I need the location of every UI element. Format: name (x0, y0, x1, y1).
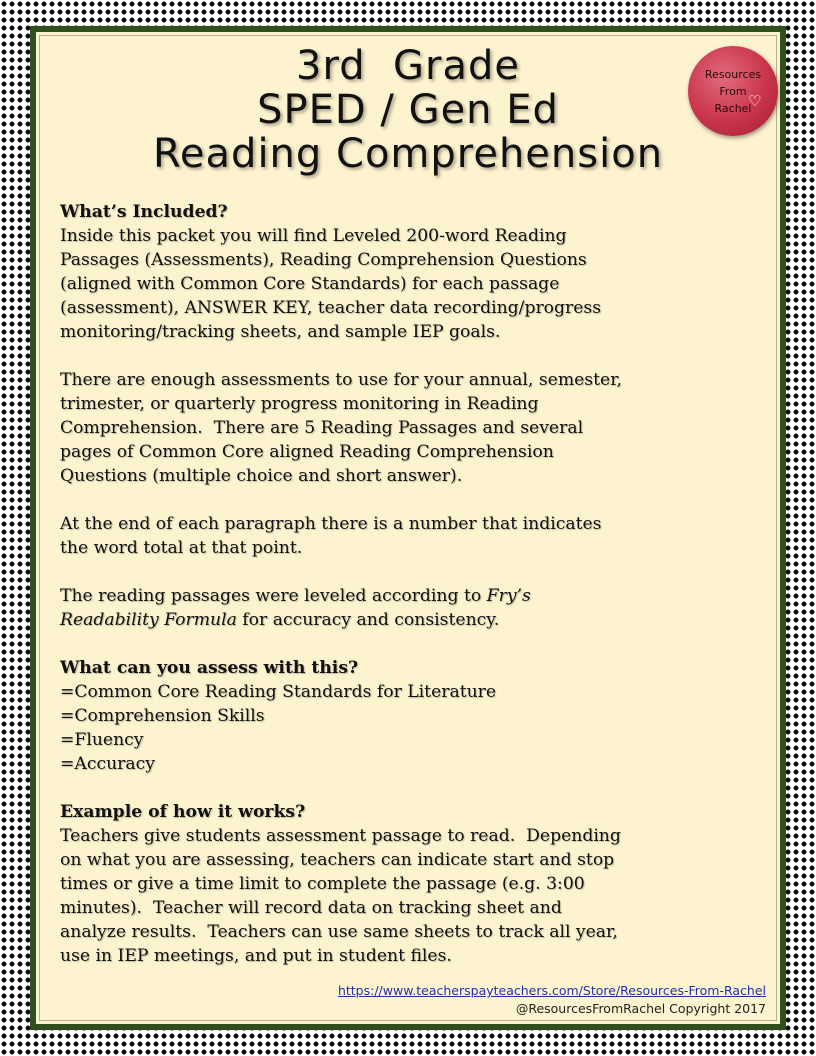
paragraph-line: on what you are assessing, teachers can indicate start and stop (60, 850, 615, 870)
paragraph-line: pages of Common Core aligned Reading Comprehension (60, 442, 554, 462)
paragraph-text: The reading passages were leveled according to (60, 586, 487, 606)
paragraph-line: use in IEP meetings, and put in student files. (60, 946, 452, 966)
title-line-3: Reading Comprehension (152, 131, 664, 177)
heading-what-can-you-assess: What can you assess with this? (60, 658, 359, 678)
title-line-2: SPED / Gen Ed (257, 87, 559, 133)
paragraph-line (60, 584, 770, 608)
formula-name: Readability Formula (60, 610, 237, 630)
paragraph-line: analyze results. Teachers can use same sheets to track all year, (60, 922, 618, 942)
paragraph-line: Inside this packet you will find Leveled 200-word Reading (60, 226, 567, 246)
paragraph-line (60, 608, 770, 632)
store-link[interactable]: https://www.teacherspayteachers.com/Store/Resources-From-Rachel (337, 983, 766, 998)
footer (338, 982, 766, 1018)
paragraph-line: times or give a time limit to complete the passage (e.g. 3:00 (60, 874, 585, 894)
heart-icon: ♡ (748, 92, 762, 110)
heading-whats-included: What’s Included? (60, 202, 228, 222)
paragraph-line: (assessment), ANSWER KEY, teacher data recording/progress (60, 298, 602, 318)
paragraph-line: minutes). Teacher will record data on tracking sheet and (60, 898, 562, 918)
page-frame (30, 26, 786, 1030)
logo-line-2: From (719, 85, 747, 98)
copyright-text: @ResourcesFromRachel Copyright 2017 (515, 1001, 766, 1016)
list-item: =Comprehension Skills (60, 706, 265, 726)
paragraph-line: the word total at that point. (60, 538, 303, 558)
brand-logo (688, 46, 778, 136)
heading-example: Example of how it works? (60, 802, 306, 822)
paragraph-text: for accuracy and consistency. (236, 610, 500, 630)
paragraph-line: Passages (Assessments), Reading Comprehension Questions (60, 250, 587, 270)
paragraph-line: There are enough assessments to use for your annual, semester, (60, 370, 622, 390)
paragraph-line: Teachers give students assessment passage to read. Depending (60, 826, 621, 846)
logo-line-1: Resources (704, 68, 762, 81)
logo-line-3: Rachel (714, 102, 752, 115)
paragraph-line: Questions (multiple choice and short answer). (60, 466, 463, 486)
title-line-1: 3rd Grade (296, 43, 520, 89)
paragraph-line: At the end of each paragraph there is a number that indicates (60, 514, 602, 534)
page-title (36, 44, 780, 176)
list-item: =Fluency (60, 730, 144, 750)
paragraph-line: (aligned with Common Core Standards) for each passage (60, 274, 560, 294)
paragraph-line: monitoring/tracking sheets, and sample IEP goals. (60, 322, 501, 342)
list-item: =Common Core Reading Standards for Literature (60, 682, 497, 702)
list-item: =Accuracy (60, 754, 155, 774)
paragraph-line: trimester, or quarterly progress monitoring in Reading (60, 394, 539, 414)
main-content (60, 200, 770, 968)
paragraph-line: Comprehension. There are 5 Reading Passages and several (60, 418, 584, 438)
formula-name: Fry’s (486, 586, 531, 606)
